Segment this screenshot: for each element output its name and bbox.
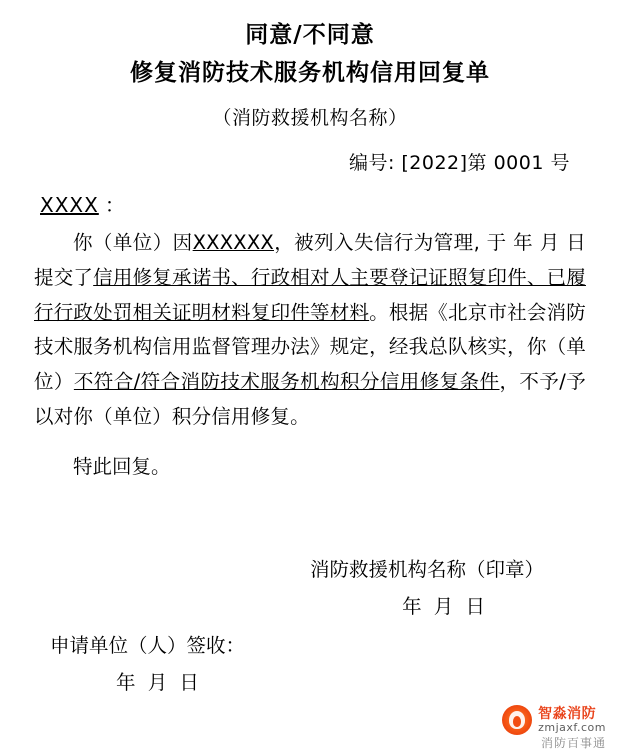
body-underline-condition: 不符合/符合消防技术服务机构积分信用修复条件 [73,370,500,394]
document-title-line-2: 修复消防技术服务机构信用回复单 [130,59,490,86]
recipient-line [34,189,586,218]
body-segment-2: ，被列入失信行为管理, 于 年 月 日提交了 [34,231,587,289]
flame-logo-icon [502,705,532,735]
signature-date: 年 月 日 [402,594,488,618]
watermark-text [538,706,606,735]
receipt-block [50,627,245,701]
recipient-colon: ： [104,193,125,218]
body-paragraph [34,226,586,434]
watermark [502,705,606,735]
closing-line: 特此回复。 [73,454,171,478]
signature-block [34,551,586,625]
receipt-date: 年 月 日 [116,670,202,694]
body-segment-3: 。根据《北京市社会消防技术服务机构信用监督管理办法》规定，经我总队核实，你（单位） [34,300,587,394]
body-segment-4: ，不予/予以对你（单位）积分信用修复。 [34,370,586,428]
signature-organization: 消防救援机构名称（印章） [309,557,544,581]
body-blank-reason: XXXXXX [192,231,274,255]
body-segment-1: 你（单位）因 [73,231,193,255]
recipient-blank: XXXX [40,193,99,218]
receipt-label: 申请单位（人）签收： [50,633,246,657]
watermark-tag: 消防百事通 [540,736,606,750]
body-underline-materials: 信用修复承诺书、行政相对人主要登记证照复印件、已履行行政处罚相关证明材料复印件等材料 [34,265,586,324]
document-subtitle: （消防救援机构名称） [212,107,408,130]
document-number: 编号: [2022]第 0001 号 [348,152,570,175]
watermark-sub-text: zmjaxf.com [538,720,606,734]
document-title-line-1: 同意/不同意 [245,22,375,48]
document-body [34,226,586,434]
watermark-main-text: 智淼消防 [538,705,597,722]
